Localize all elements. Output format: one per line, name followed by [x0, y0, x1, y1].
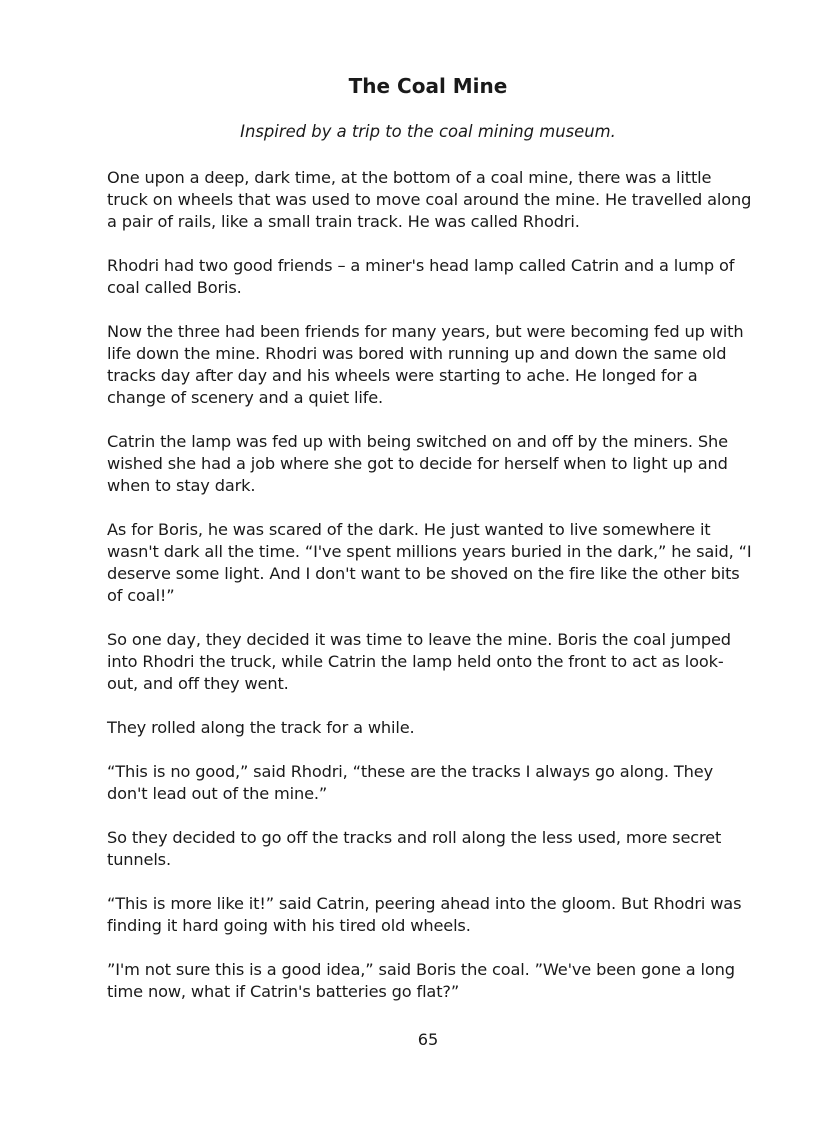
paragraph: So they decided to go off the tracks and roll along the less used, more secret tunnels. [107, 828, 722, 869]
paragraph: As for Boris, he was scared of the dark. He just wanted to live somewhere it wasn't dark all the time. “I've spent millions years buried in the dark,” he said, “I deserve some light. And I don't want to be shoved on the fire like the other bits of coal!” [107, 520, 752, 605]
page-number: 65 [417, 1030, 439, 1049]
paragraph: One upon a deep, dark time, at the bottom of a coal mine, there was a little truck on wheels that was used to move coal around the mine. He travelled along a pair of rails, like a small train track. He was called Rhodri. [107, 168, 752, 231]
paragraph: “This is more like it!” said Catrin, peering ahead into the gloom. But Rhodri was finding it hard going with his tired old wheels. [107, 894, 742, 935]
story-body [107, 167, 752, 1025]
subtitle: Inspired by a trip to the coal mining museum. [240, 122, 616, 141]
paragraph: ”I'm not sure this is a good idea,” said Boris the coal. ”We've been gone a long time now, what if Catrin's batteries go flat?” [107, 960, 735, 1001]
paragraph: They rolled along the track for a while. [107, 718, 415, 737]
paragraph: “This is no good,” said Rhodri, “these are the tracks I always go along. They don't lead out of the mine.” [107, 762, 713, 803]
page-title: The Coal Mine [348, 74, 508, 98]
paragraph: Catrin the lamp was fed up with being switched on and off by the miners. She wished she had a job where she got to decide for herself when to light up and when to stay dark. [107, 432, 728, 495]
paragraph: So one day, they decided it was time to leave the mine. Boris the coal jumped into Rhodri the truck, while Catrin the lamp held onto the front to act as look-out, and off they went. [107, 630, 731, 693]
paragraph: Now the three had been friends for many years, but were becoming fed up with life down the mine. Rhodri was bored with running up and down the same old tracks day after day and his wheels were starting to ache. He longed for a change of scenery and a quiet life. [107, 322, 744, 407]
paragraph: Rhodri had two good friends – a miner's head lamp called Catrin and a lump of coal called Boris. [107, 256, 735, 297]
